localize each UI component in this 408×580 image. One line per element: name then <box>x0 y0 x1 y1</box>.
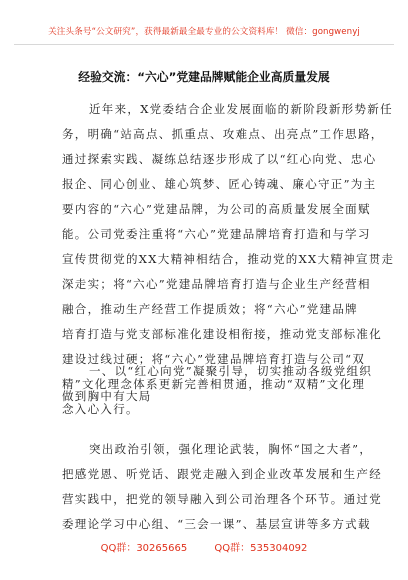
text-line: 念入心入行。 <box>62 402 139 416</box>
text-line: 通过探索实践、凝练总结逐步形成了以“红心向党、忠心 <box>62 152 377 166</box>
text-line: 报企、同心创业、雄心筑梦、匠心铸魂、廉心守正”为主 <box>62 177 377 191</box>
text-line: 深走实；将“六心”党建品牌培育打造与企业生产经营相 <box>62 277 371 291</box>
text-line: 融合，推动生产经营工作提质效；将“六心”党建品牌 <box>62 302 358 316</box>
header-banner: 关注头条号“公文研究”，获得最新最全最专业的公文资料库！ 微信：gongwenyj <box>48 27 360 37</box>
heading-line: 一、以“红心向党”凝聚引导，切实推动各级党组织 <box>89 364 373 378</box>
header-divider <box>14 44 394 45</box>
document-title: 经验交流：“六心”党建品牌赋能企业高质量发展 <box>78 70 330 84</box>
text-line: 精”文化理念体系更新完善相贯通，推动“双精”文化理 <box>62 377 366 391</box>
text-line: 建设过线过硬；将“六心”党建品牌培育打造与公司“双 <box>62 352 366 366</box>
text-line: 宣传贯彻党的XX大精神相结合，推动党的XX大精神宣贯走 <box>62 252 395 266</box>
heading-line: 做到胸中有大局 <box>62 389 152 403</box>
text-line: 培育打造与党支部标准化建设相衔接，推动党支部标准化 <box>62 327 382 341</box>
text-line: 委理论学习中心组、“三会一课”、基层宣讲等多方式载 <box>62 517 371 531</box>
footer-qq-group-2: QQ群：535304092 <box>214 543 308 554</box>
text-line: 营实践中，把党的领导融入到公司治理各个环节。通过党 <box>62 492 382 506</box>
footer-qq-group-1: QQ群：30265665 <box>100 543 188 554</box>
paragraph-section1 <box>62 437 382 537</box>
text-line: 能。公司党委注重将“六心”党建品牌培育打造和与学习 <box>62 227 371 241</box>
footer-contact <box>0 539 408 554</box>
text-line: 突出政治引领，强化理论武装，胸怀“国之大者”， <box>89 442 373 456</box>
text-line: 把感党恩、听党话、跟党走融入到企业改革发展和生产经 <box>62 467 382 481</box>
text-line: 近年来，X党委结合企业发展面临的新阶段新形势新任 <box>89 102 393 116</box>
text-line: 要内容的“六心”党建品牌，为公司的高质量发展全面赋 <box>62 202 371 216</box>
text-line: 务，明确“站高点、抓重点、攻难点、出亮点”工作思路， <box>62 127 384 141</box>
